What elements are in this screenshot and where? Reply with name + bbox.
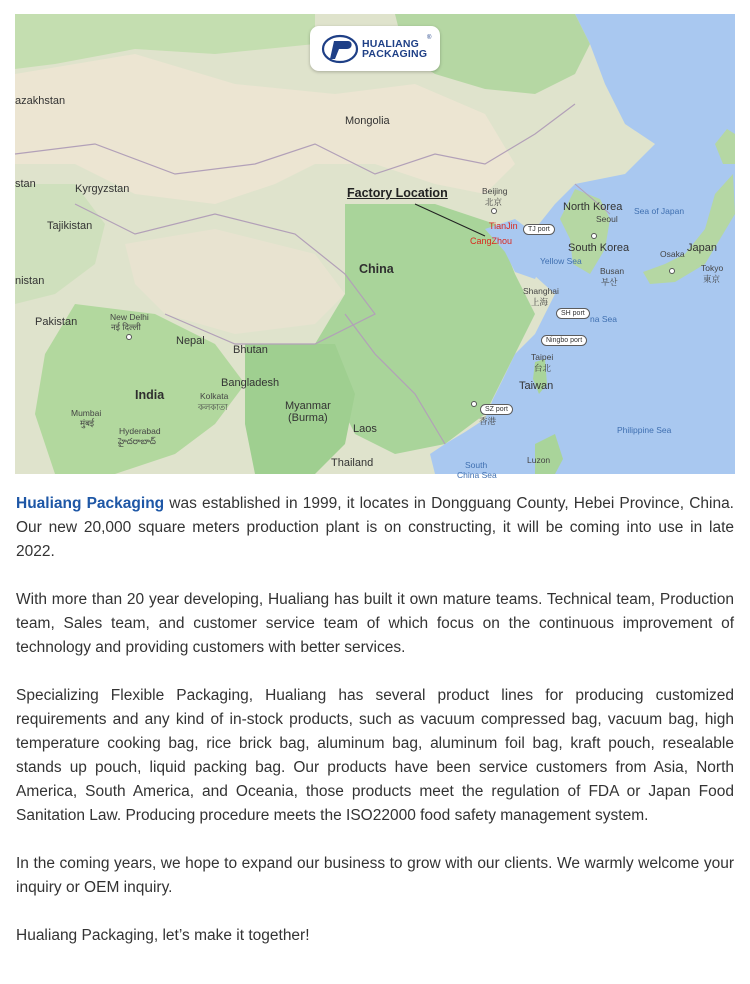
map-city-new-delhi-hi: नई दिल्ली [111,322,141,332]
factory-location-label: Factory Location [347,186,448,200]
map-city-taipei-cn: 台北 [534,363,552,373]
map-label-pakistan: Pakistan [35,316,78,328]
map-label-stan: stan [15,178,36,190]
map-city-busan-kr: 부산 [601,277,618,287]
hualiang-logo-mark-icon [322,34,358,64]
map-port-sh: SH port [556,308,590,319]
map-label-japan: Japan [687,242,717,254]
map-label-nepal: Nepal [176,335,205,347]
map-sea-china: na Sea [590,314,617,324]
map-city-dot [126,334,132,340]
teams-paragraph: With more than 20 year developing, Hualiang has built it own mature teams. Technical team, Production team, Sales team, and customer service team of which focus on the continuous improvement of technology and providing customers with better services. [16,591,734,656]
map-city-dot [491,208,497,214]
map-sea-south: South [465,460,488,470]
map-city-beijing: Beijing [482,186,508,196]
map-label-kyrgyzstan: Kyrgyzstan [75,183,130,195]
map-highlight-cangzhou: CangZhou [470,236,513,246]
logo-line1: HUALIANG [362,38,420,50]
company-logo [310,26,440,71]
map-city-shanghai: Shanghai [523,286,559,296]
map-label-kazakhstan: azakhstan [15,95,66,107]
intro-text: was established in 1999, it locates in Dongguang County, Hebei Province, China. Our new 20,000 square meters production plant is on constructing, it will be coming into use in late 2022. [16,495,734,560]
future-paragraph: In the coming years, we hope to expand our business to grow with our clients. We warmly welcome your inquiry or OEM inquiry. [16,855,734,896]
map-label-taiwan: Taiwan [519,380,554,392]
factory-location-map [15,14,735,480]
map-label-nistan: nistan [15,275,45,287]
map-label-laos: Laos [353,423,377,435]
brand-name: Hualiang Packaging [16,495,165,512]
company-description [16,492,734,972]
map-city-busan: Busan [600,266,625,276]
map-port-sz: SZ port [480,404,513,415]
map-label-tajikistan: Tajikistan [47,220,93,232]
map-label-north-korea: North Korea [563,201,623,213]
map-city-dot [591,233,597,239]
map-port-ningbo: Ningbo port [541,335,587,346]
map-label-india: India [135,388,165,402]
map-city-dot [669,268,675,274]
map-city-taipei: Taipei [531,352,554,362]
map-city-osaka: Osaka [660,249,685,259]
map-label-china: China [359,262,394,276]
map-city-hyderabad: Hyderabad [119,426,161,436]
map-label-burma: (Burma) [288,412,328,424]
intro-paragraph [16,492,734,564]
map-sea-china-partial: China Sea [457,470,497,480]
map-city-kolkata-bn: কলকাতা [198,402,228,412]
map-city-hong-kong-cn: 香港 [479,416,497,426]
map-city-kolkata: Kolkata [200,391,229,401]
map-city-tokyo-jp: 東京 [703,274,721,284]
map-label-thailand: Thailand [331,457,374,469]
logo-registered-mark: ® [427,35,432,41]
map-city-luzon: Luzon [527,455,551,465]
map-sea-yellow: Yellow Sea [540,256,582,266]
map-city-mumbai: Mumbai [71,408,102,418]
logo-line2: PACKAGING [362,48,428,60]
map-city-shanghai-cn: 上海 [531,297,549,307]
map-sea-japan: Sea of Japan [634,206,685,216]
map-city-beijing-cn: 北京 [485,197,503,207]
map-port-tj: TJ port [523,224,555,235]
map-city-hyderabad-te: హైదరాబాద్ [118,436,156,446]
map-city-seoul: Seoul [596,214,618,224]
map-city-mumbai-mr: मुंबई [80,418,95,428]
map-highlight-tianjin: TianJin [489,221,518,231]
map-sea-philippine: Philippine Sea [617,425,672,435]
map-city-dot [471,401,477,407]
products-paragraph: Specializing Flexible Packaging, Hualiang has several product lines for producing customized requirements and any kind of in-stock products, such as vacuum compressed bag, vacuum bag, high temperature cooking bag, rice brick bag, aluminum bag, aluminum foil bag, kraft pouch, resealable stands up pouch, liquid packing bag. Our products have been service customers from Asia, North America, South America, and Oceania, those products meet the regulation of FDA or Japan Food Sanitation Law. Producing procedure meets the ISO22000 food safety management system. [16,687,734,824]
map-label-mongolia: Mongolia [345,115,390,127]
map-city-tokyo: Tokyo [701,263,724,273]
closing-paragraph: Hualiang Packaging, let’s make it together! [16,927,310,944]
map-label-bangladesh: Bangladesh [221,377,280,389]
map-city-new-delhi: New Delhi [110,312,149,322]
map-label-myanmar: Myanmar [285,400,331,412]
map-label-bhutan: Bhutan [233,344,268,356]
map-label-south-korea: South Korea [568,242,630,254]
